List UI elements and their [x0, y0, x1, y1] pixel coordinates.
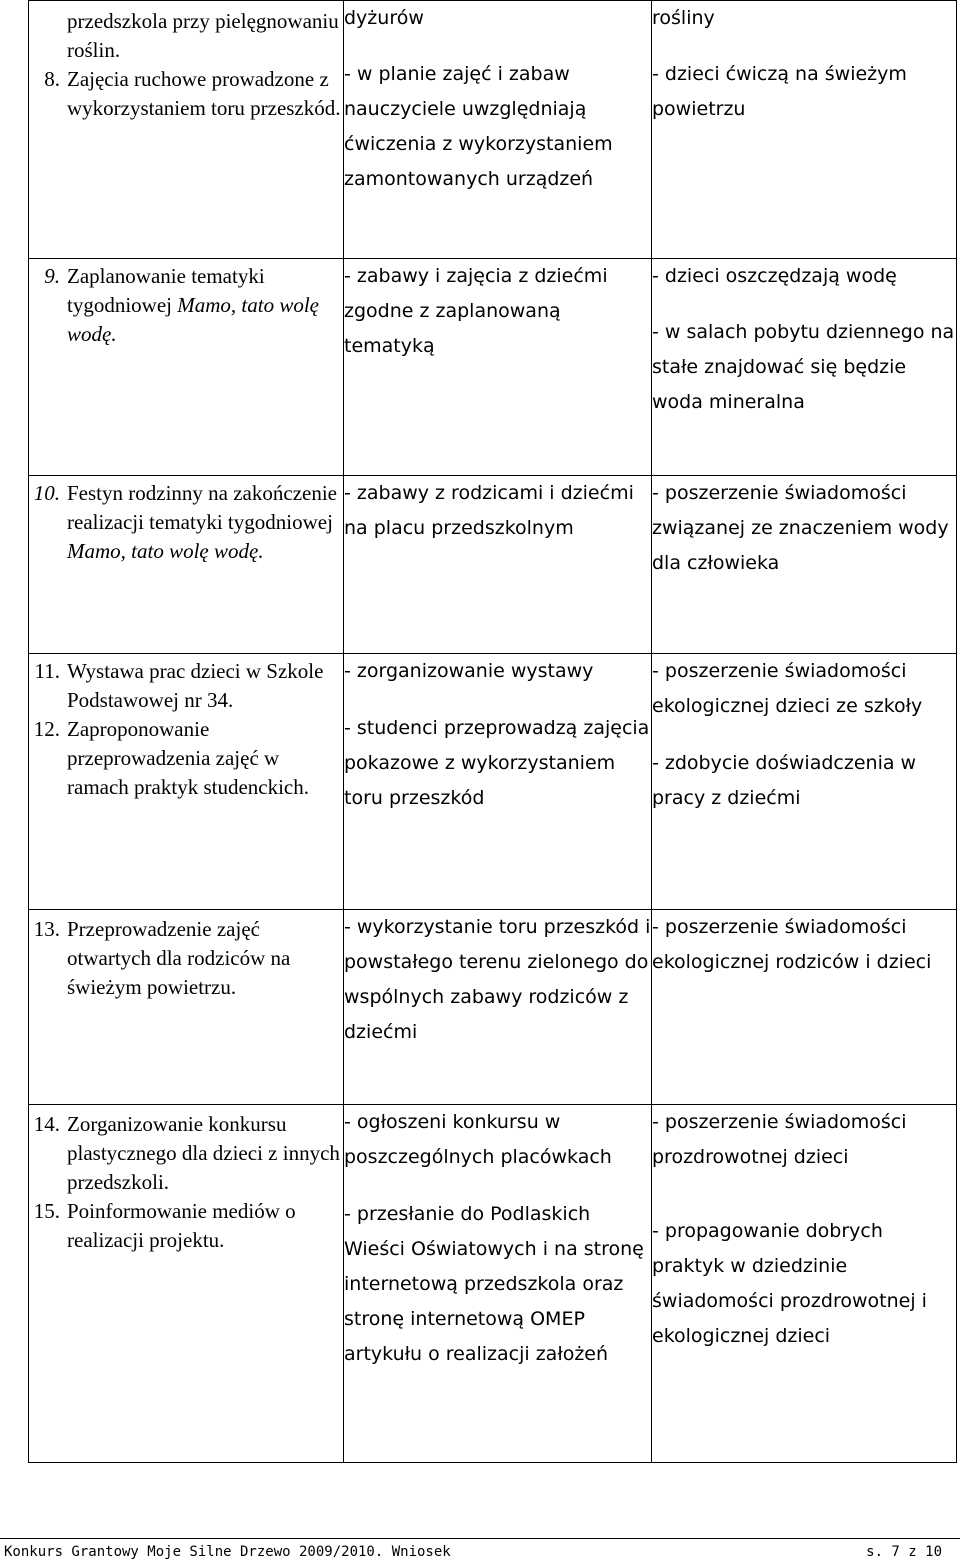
- method-text: - w planie zajęć i zabaw nauczyciele uwzględniają ćwiczenia z wykorzystaniem zamontowanych urządzeń: [344, 63, 613, 190]
- list-item: [29, 657, 343, 715]
- effect-cell: [652, 654, 957, 910]
- item-number: [29, 7, 67, 65]
- item-text: Przeprowadzenie zajęć otwartych dla rodziców na świeżym powietrzu.: [67, 917, 291, 999]
- item-number: 9.: [44, 264, 60, 288]
- effect-cell: [652, 910, 957, 1105]
- method-cell: [344, 1, 652, 259]
- effect-text: rośliny: [652, 7, 715, 29]
- method-cell: [344, 654, 652, 910]
- effect-cell: [652, 476, 957, 654]
- item-text: Zaproponowanie przeprowadzenia zajęć w ramach praktyk studenckich.: [67, 717, 309, 799]
- method-text: - zorganizowanie wystawy: [344, 660, 594, 682]
- item-number: 8.: [44, 67, 60, 91]
- table-row: [29, 259, 957, 476]
- activity-cell: [29, 654, 344, 910]
- item-text: Zorganizowanie konkursu plastycznego dla dzieci z innych przedszkoli.: [67, 1112, 340, 1194]
- method-cell: [344, 1105, 652, 1463]
- effect-text: - poszerzenie świadomości prozdrowotnej dzieci: [652, 1111, 907, 1168]
- item-text-italic: Mamo, tato wolę wodę.: [67, 539, 264, 563]
- method-cell: [344, 259, 652, 476]
- method-cell: [344, 910, 652, 1105]
- effect-text: - poszerzenie świadomości ekologicznej rodziców i dzieci: [652, 916, 932, 973]
- effect-text: - poszerzenie świadomości ekologicznej dzieci ze szkoły: [652, 660, 923, 717]
- item-text: Wystawa prac dzieci w Szkole Podstawowej nr 34.: [67, 659, 324, 712]
- effect-text: - dzieci oszczędzają wodę: [652, 265, 897, 287]
- table-row: [29, 654, 957, 910]
- method-text: - ogłoszeni konkursu w poszczególnych placówkach: [344, 1111, 612, 1168]
- activities-table: [28, 0, 957, 1463]
- item-number: 10.: [33, 481, 60, 505]
- activity-cell: [29, 1, 344, 259]
- method-text: - wykorzystanie toru przeszkód i powstałego terenu zielonego do wspólnych zabawy rodziców z dziećmi: [344, 916, 651, 1043]
- item-text: Festyn rodzinny na zakończenie realizacji tematyki tygodniowej: [67, 481, 337, 534]
- table-row: [29, 1105, 957, 1463]
- footer-title: Konkurs Grantowy Moje Silne Drzewo 2009/2010. Wniosek: [4, 1544, 451, 1560]
- list-item: [29, 1197, 343, 1255]
- item-text-italic: Mamo, tato wolę wodę.: [67, 293, 319, 346]
- list-item: [29, 915, 343, 1002]
- effect-cell: [652, 1, 957, 259]
- activity-cell: [29, 910, 344, 1105]
- item-text: Zaplanowanie tematyki tygodniowej: [67, 264, 265, 317]
- page-footer: [0, 1538, 960, 1562]
- page-number: s. 7 z 10: [866, 1544, 942, 1560]
- table-row: [29, 910, 957, 1105]
- effect-cell: [652, 259, 957, 476]
- effect-text: - w salach pobytu dziennego na stałe znajdować się będzie woda mineralna: [652, 321, 955, 413]
- effect-text: - zdobycie doświadczenia w pracy z dziećmi: [652, 752, 917, 809]
- activity-cell: [29, 1105, 344, 1463]
- table-row: [29, 476, 957, 654]
- effect-cell: [652, 1105, 957, 1463]
- list-item: [29, 479, 343, 566]
- method-text: - przesłanie do Podlaskich Wieści Oświatowych i na stronę internetową przedszkola oraz stronę internetową OMEP artykułu o realizacji założeń: [344, 1203, 644, 1365]
- item-number: 12.: [33, 717, 60, 741]
- method-cell: [344, 476, 652, 654]
- item-text: przedszkola przy pielęgnowaniu roślin.: [67, 9, 339, 62]
- method-text: dyżurów: [344, 7, 424, 29]
- item-number: 11.: [34, 659, 60, 683]
- list-item: [29, 1110, 343, 1197]
- item-text: Zajęcia ruchowe prowadzone z wykorzystaniem toru przeszkód.: [67, 67, 341, 120]
- item-number: 15.: [33, 1199, 60, 1223]
- item-number: 13.: [33, 917, 60, 941]
- list-item: [29, 715, 343, 802]
- list-item: [29, 65, 343, 123]
- effect-text: - poszerzenie świadomości związanej ze znaczeniem wody dla człowieka: [652, 482, 949, 574]
- method-text: - zabawy z rodzicami i dziećmi na placu przedszkolnym: [344, 482, 634, 539]
- method-text: - studenci przeprowadzą zajęcia pokazowe z wykorzystaniem toru przeszkód: [344, 717, 650, 809]
- list-item: [29, 7, 343, 65]
- item-text: Poinformowanie mediów o realizacji projektu.: [67, 1199, 296, 1252]
- method-text: - zabawy i zajęcia z dziećmi zgodne z zaplanowaną tematyką: [344, 265, 608, 357]
- table-row: [29, 1, 957, 259]
- effect-text: - dzieci ćwiczą na świeżym powietrzu: [652, 63, 907, 120]
- effect-text: - propagowanie dobrych praktyk w dziedzinie świadomości prozdrowotnej i ekologicznej dzieci: [652, 1220, 927, 1347]
- list-item: [29, 262, 343, 349]
- activity-cell: [29, 476, 344, 654]
- item-number: 14.: [33, 1112, 60, 1136]
- activity-cell: [29, 259, 344, 476]
